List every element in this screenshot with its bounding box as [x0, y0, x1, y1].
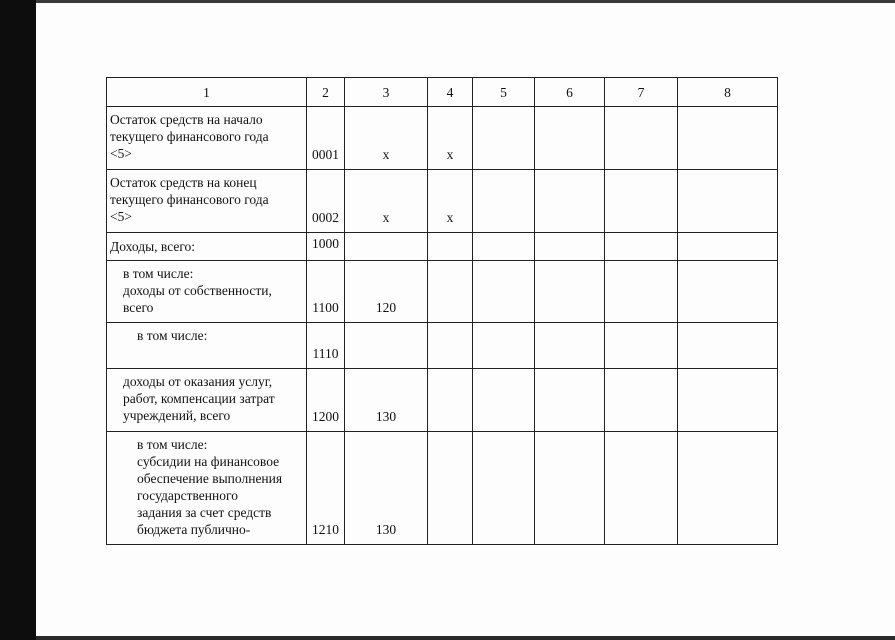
empty-cell — [535, 261, 605, 323]
col3-cell: 120 — [345, 261, 428, 323]
column-number-header: 8 — [678, 78, 778, 107]
empty-cell — [473, 432, 535, 545]
empty-cell — [678, 170, 778, 233]
col3-cell: x — [345, 107, 428, 170]
empty-cell — [535, 107, 605, 170]
col3-cell — [345, 233, 428, 261]
empty-cell — [678, 107, 778, 170]
table-row — [107, 261, 778, 323]
col3-cell: x — [345, 170, 428, 233]
col4-cell: x — [428, 107, 473, 170]
column-number-header: 6 — [535, 78, 605, 107]
empty-cell — [678, 233, 778, 261]
financial-plan-table — [106, 77, 778, 545]
row-name-line: Остаток средств на начало — [110, 112, 263, 127]
row-name-cell — [107, 233, 307, 261]
row-code-cell: 0002 — [307, 170, 345, 233]
column-number-row — [107, 78, 778, 107]
row-name-line: в том числе: — [137, 437, 208, 452]
empty-cell — [605, 170, 678, 233]
col3-cell — [345, 323, 428, 369]
empty-cell — [678, 432, 778, 545]
empty-cell — [678, 323, 778, 369]
empty-cell — [473, 323, 535, 369]
row-code-cell: 1210 — [307, 432, 345, 545]
table-row — [107, 323, 778, 369]
table-row — [107, 432, 778, 545]
empty-cell — [473, 261, 535, 323]
empty-cell — [473, 233, 535, 261]
empty-cell — [473, 170, 535, 233]
empty-cell — [535, 432, 605, 545]
row-code-cell: 1110 — [307, 323, 345, 369]
empty-cell — [535, 369, 605, 432]
row-name-line: обеспечение выполнения — [137, 471, 283, 486]
row-name-line: работ, компенсации затрат — [123, 391, 275, 406]
table-row — [107, 107, 778, 170]
empty-cell — [605, 369, 678, 432]
row-name-line: Доходы, всего: — [110, 239, 196, 254]
row-name-cell — [107, 107, 307, 170]
col4-cell — [428, 369, 473, 432]
row-name-line: бюджета публично- — [137, 522, 251, 537]
row-name-line: доходы от собственности, — [123, 283, 272, 298]
row-code-cell: 1200 — [307, 369, 345, 432]
col3-cell: 130 — [345, 432, 428, 545]
column-number-header: 5 — [473, 78, 535, 107]
row-name-cell — [107, 261, 307, 323]
empty-cell — [605, 233, 678, 261]
scan-border-left — [0, 0, 36, 640]
empty-cell — [605, 323, 678, 369]
col3-cell: 130 — [345, 369, 428, 432]
row-name-line: <5> — [110, 209, 132, 224]
row-name-line: текущего финансового года — [110, 129, 269, 144]
row-name-line: учреждений, всего — [123, 408, 231, 423]
row-name-cell — [107, 432, 307, 545]
row-name-line: в том числе: — [123, 266, 194, 281]
row-name-line: доходы от оказания услуг, — [123, 374, 273, 389]
column-number-header: 7 — [605, 78, 678, 107]
empty-cell — [678, 369, 778, 432]
scan-border-bottom — [36, 636, 895, 640]
row-code-cell: 1100 — [307, 261, 345, 323]
empty-cell — [678, 261, 778, 323]
col4-cell — [428, 261, 473, 323]
row-name-line: государственного — [137, 488, 238, 503]
row-name-line: всего — [123, 300, 154, 315]
row-name-line: в том числе: — [137, 328, 208, 343]
empty-cell — [535, 323, 605, 369]
column-number-header: 2 — [307, 78, 345, 107]
row-name-line: субсидии на финансовое — [137, 454, 280, 469]
row-name-line: Остаток средств на конец — [110, 175, 257, 190]
column-number-header: 1 — [107, 78, 307, 107]
row-name-line: задания за счет средств — [137, 505, 272, 520]
row-name-line: текущего финансового года — [110, 192, 269, 207]
empty-cell — [473, 107, 535, 170]
row-code-cell: 0001 — [307, 107, 345, 170]
empty-cell — [605, 107, 678, 170]
table-row — [107, 233, 778, 261]
row-code-cell: 1000 — [307, 233, 345, 261]
empty-cell — [605, 432, 678, 545]
row-name-cell — [107, 369, 307, 432]
empty-cell — [535, 170, 605, 233]
column-number-header: 3 — [345, 78, 428, 107]
col4-cell — [428, 432, 473, 545]
empty-cell — [605, 261, 678, 323]
row-name-line: <5> — [110, 146, 132, 161]
table-row — [107, 170, 778, 233]
col4-cell — [428, 323, 473, 369]
empty-cell — [473, 369, 535, 432]
col4-cell — [428, 233, 473, 261]
row-name-cell — [107, 323, 307, 369]
empty-cell — [535, 233, 605, 261]
col4-cell: x — [428, 170, 473, 233]
row-name-cell — [107, 170, 307, 233]
column-number-header: 4 — [428, 78, 473, 107]
table-row — [107, 369, 778, 432]
